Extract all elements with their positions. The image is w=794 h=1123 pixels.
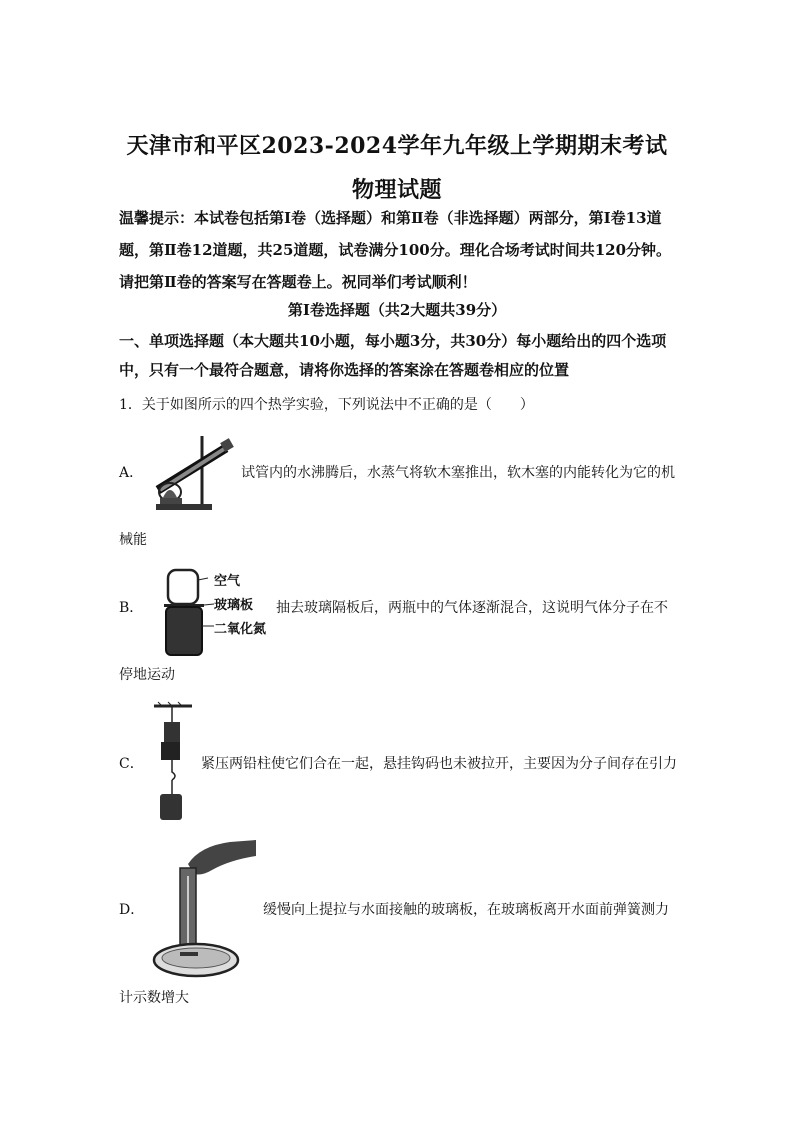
option-d-continuation: 计示数增大 xyxy=(119,990,189,1006)
option-c-text: 紧压两铅柱使它们合在一起，悬挂钩码也未被拉开，主要因为分子间存在引力 xyxy=(201,756,677,772)
figure-b-label-air: 空气 xyxy=(214,574,241,589)
option-d-text: 缓慢向上提拉与水面接触的玻璃板，在玻璃板离开水面前弹簧测力 xyxy=(263,902,669,918)
figure-b-label-no2: 二氧化氮 xyxy=(214,622,267,637)
section-title: 第Ⅰ卷选择题（共2大题共39分） xyxy=(287,301,507,319)
option-a-text: 试管内的水沸腾后，水蒸气将软木塞推出，软木塞的内能转化为它的机 xyxy=(241,465,675,481)
option-b-text: 抽去玻璃隔板后，两瓶中的气体逐渐混合，这说明气体分子在不 xyxy=(276,600,668,616)
option-a-continuation: 械能 xyxy=(119,532,147,548)
option-a-letter: A． xyxy=(119,465,144,481)
option-b-letter: B． xyxy=(119,600,144,616)
figure-d-glass-plate-water xyxy=(150,836,260,982)
option-b-continuation: 停地运动 xyxy=(119,667,175,683)
figure-c-lead-cylinders xyxy=(150,700,196,824)
question-1-stem: 1．关于如图所示的四个热学实验，下列说法中不正确的是（ ） xyxy=(119,397,534,413)
page-title: 天津市和平区2023-2024学年九年级上学期期末考试物理试题 xyxy=(126,133,668,203)
exam-tip: 温馨提示：本试卷包括第Ⅰ卷（选择题）和第Ⅱ卷（非选择题）两部分，第Ⅰ卷13道题，第Ⅱ卷12道题，共25道题，试卷满分100分。理化合场考试时间共120分钟。请把第Ⅱ卷的答案写在答题卷上。祝同举们考试顺利！ xyxy=(119,209,672,291)
option-c-letter: C． xyxy=(119,756,144,772)
part-one-instructions: 一、单项选择题（本大题共10小题，每小题3分，共30分）每小题给出的四个选项中，只有一个最符合题意，请将你选择的答案涂在答题卷相应的位置 xyxy=(119,332,667,379)
figure-b-label-glass-plate: 玻璃板 xyxy=(214,598,254,613)
figure-a-boiling-test-tube xyxy=(148,428,240,516)
option-d-letter: D． xyxy=(119,902,145,918)
